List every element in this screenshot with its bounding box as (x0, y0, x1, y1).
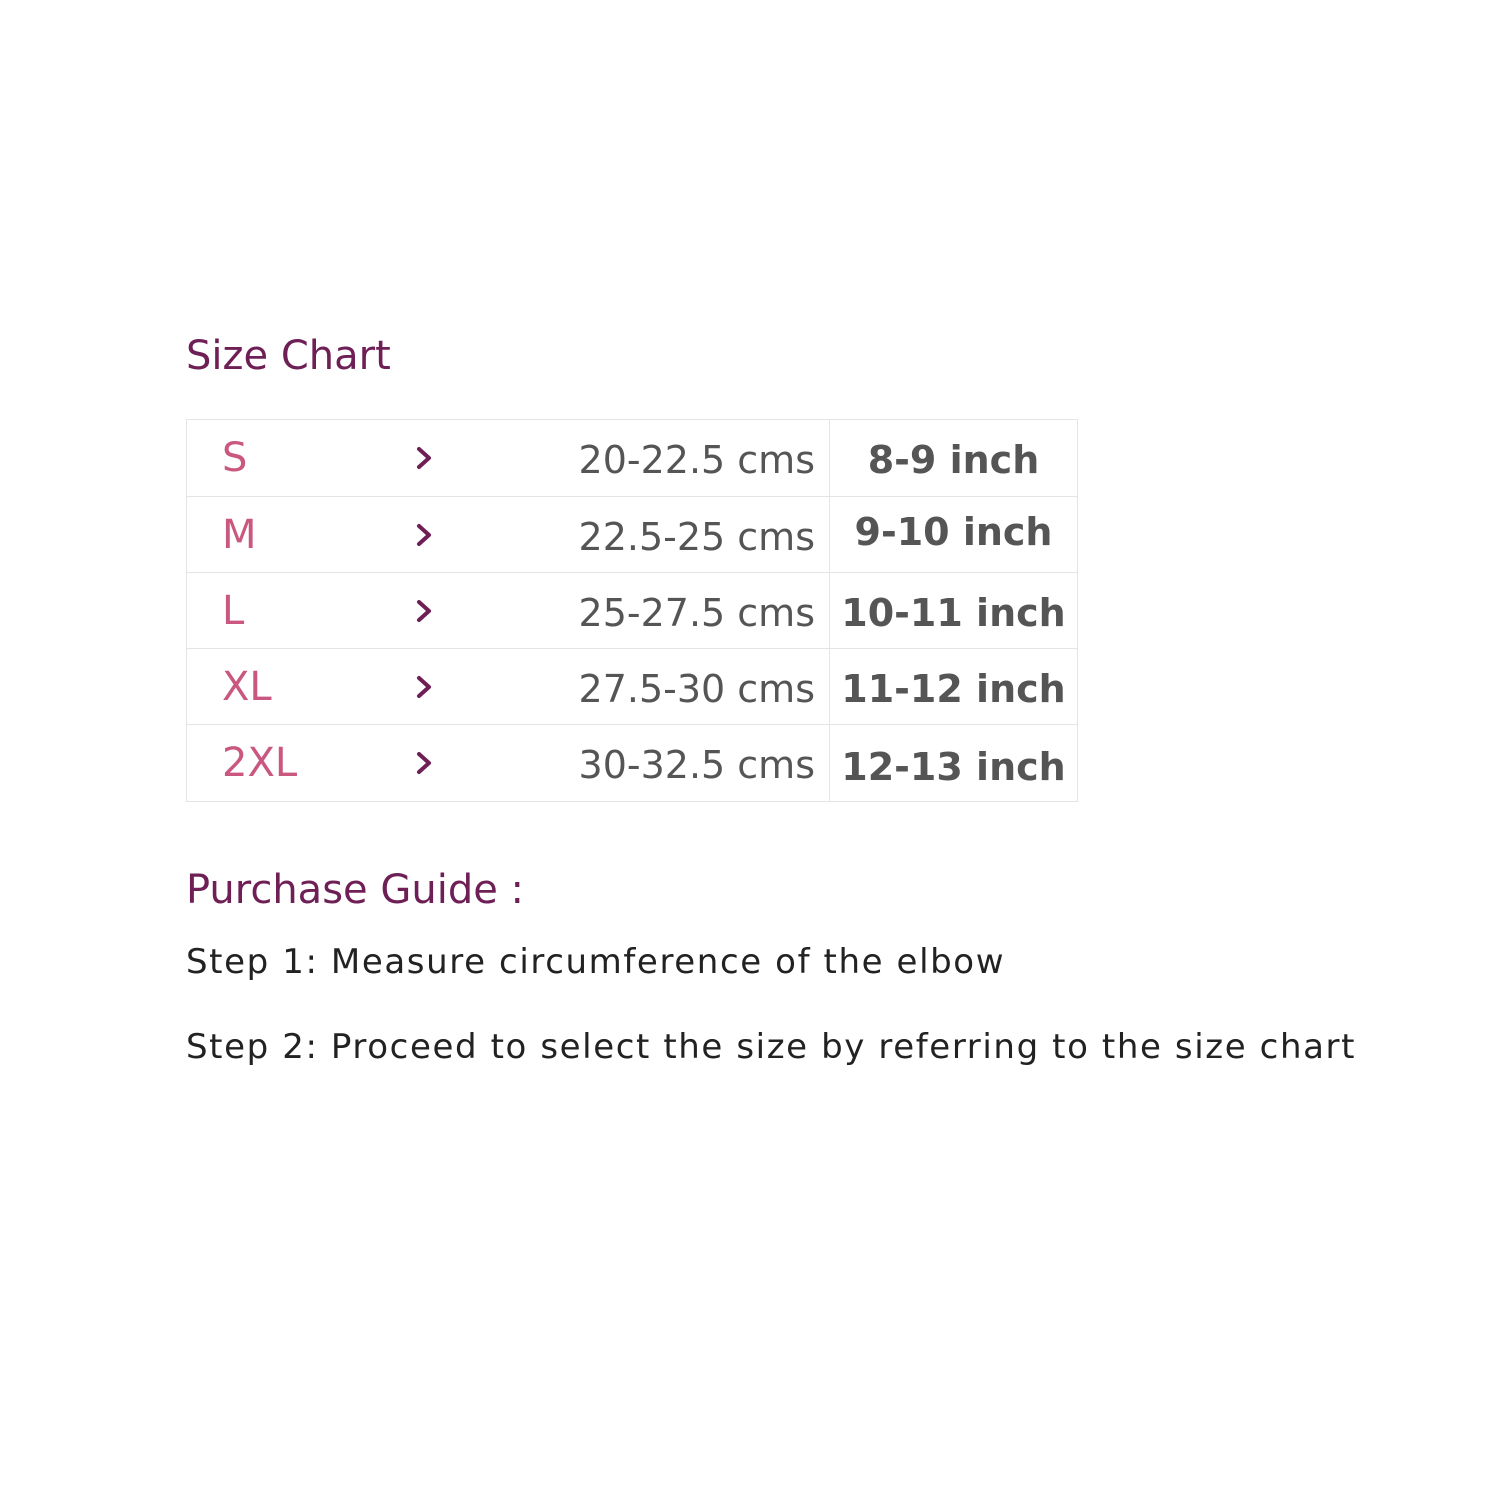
size-cms-value: 27.5-30 cms (578, 667, 815, 711)
size-chart-title: Size Chart (186, 333, 391, 379)
size-label: M (222, 512, 257, 558)
size-label: S (222, 435, 248, 481)
size-cms-value: 20-22.5 cms (578, 438, 815, 482)
size-label: XL (222, 664, 272, 710)
guide-step-2: Step 2: Proceed to select the size by referring to the size chart (186, 1027, 1357, 1067)
chevron-right-icon (412, 434, 438, 482)
size-inch-value: 11-12 inch (841, 667, 1066, 711)
size-inch-value: 9-10 inch (854, 510, 1053, 554)
size-cms-value: 25-27.5 cms (578, 591, 815, 635)
table-row-2xl (187, 724, 1077, 800)
size-chart-table (186, 419, 1078, 802)
size-label: L (222, 588, 245, 634)
chevron-right-icon (412, 587, 438, 635)
size-cms-value: 22.5-25 cms (578, 515, 815, 559)
size-inch-value: 12-13 inch (841, 745, 1066, 789)
chevron-right-icon (412, 511, 438, 559)
size-inch-value: 8-9 inch (867, 438, 1040, 482)
size-label: 2XL (222, 740, 298, 786)
table-row-m (187, 496, 1077, 572)
guide-step-1: Step 1: Measure circumference of the elbow (186, 942, 1006, 982)
table-row-s (187, 420, 1077, 496)
size-cms-value: 30-32.5 cms (578, 743, 815, 787)
table-row-l (187, 572, 1077, 648)
chevron-right-icon (412, 663, 438, 711)
table-row-xl (187, 648, 1077, 724)
purchase-guide-title: Purchase Guide : (186, 867, 525, 913)
chevron-right-icon (412, 739, 438, 787)
size-inch-value: 10-11 inch (841, 591, 1066, 635)
